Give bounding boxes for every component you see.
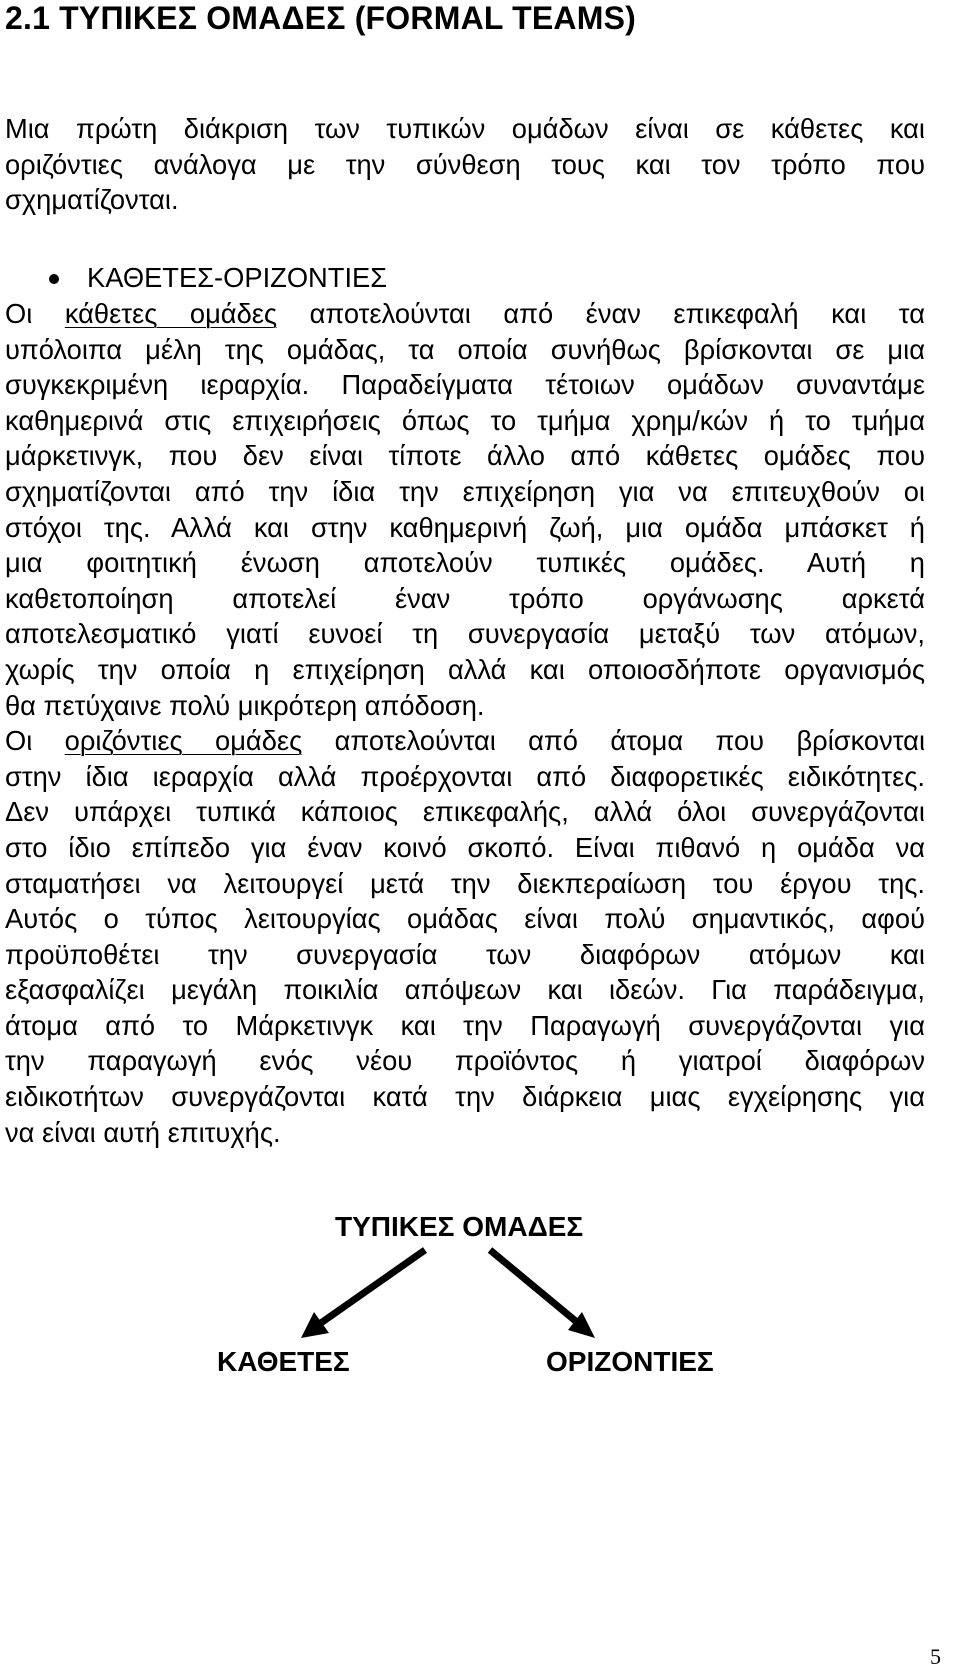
text-run: Οι — [5, 725, 65, 757]
body-line: σχηματίζονται από την ίδια την επιχείρηση για να επιτευχθούν οι — [5, 475, 925, 507]
text-run: αποτελούνται από έναν επικεφαλή και τα — [277, 298, 925, 329]
body-line: να είναι αυτή επιτυχής. — [5, 1116, 281, 1148]
body-line: μια φοιτητική ένωση αποτελούν τυπικές ομάδες. Αυτή η — [5, 547, 925, 579]
body-line: ειδικοτήτων συνεργάζονται κατά την διάρκεια μιας εγχείρησης για — [5, 1081, 925, 1113]
body-paragraph — [5, 296, 925, 1150]
body-line — [5, 723, 925, 759]
body-line: εξασφαλίζει μεγάλη ποικιλία απόψεων και ιδεών. Για παράδειγμα, — [5, 974, 925, 1006]
body-line: σταματήσει να λειτουργεί μετά την διεκπεραίωση του έργου της. — [5, 867, 925, 899]
diagram-arrows — [0, 1200, 960, 1420]
section-title: 2.1 ΤΥΠΙΚΕΣ ΟΜΑΔΕΣ (FORMAL TEAMS) — [5, 0, 636, 36]
body-line — [5, 296, 925, 332]
intro-line: Μια πρώτη διάκριση των τυπικών ομάδων είναι σε κάθετες και — [5, 113, 925, 144]
bullet-heading: ΚΑΘΕΤΕΣ-ΟΡΙΖΟΝΤΙΕΣ — [87, 262, 388, 293]
underlined-term: οριζόντιες ομάδες — [64, 725, 303, 757]
arrow-line-left — [318, 1250, 425, 1325]
body-line: Δεν υπάρχει τυπικά κάποιος επικεφαλής, αλλά όλοι συνεργάζονται — [5, 796, 925, 828]
body-line: αποτελεσματικό γιατί ευνοεί τη συνεργασία μεταξύ των ατόμων, — [5, 618, 925, 650]
intro-line: οριζόντιες ανάλογα με την σύνθεση τους και τον τρόπο που — [5, 148, 925, 180]
body-line: θα πετύχαινε πολύ μικρότερη απόδοση. — [5, 689, 485, 721]
body-line: συγκεκριμένη ιεραρχία. Παραδείγματα τέτοιων ομάδων συναντάμε — [5, 369, 925, 401]
arrow-line-right — [490, 1250, 578, 1323]
diagram-right-label: ΟΡΙΖΟΝΤΙΕΣ — [546, 1346, 714, 1377]
body-line: χωρίς την οποία η επιχείρηση αλλά και οποιοσδήποτε οργανισμός — [5, 653, 925, 685]
body-line: καθετοποίηση αποτελεί έναν τρόπο οργάνωσης αρκετά — [5, 582, 925, 614]
body-line: υπόλοιπα μέλη της ομάδας, τα οποία συνήθως βρίσκονται σε μια — [5, 333, 925, 365]
diagram-root-label: ΤΥΠΙΚΕΣ ΟΜΑΔΕΣ — [335, 1211, 584, 1242]
diagram-left-label: ΚΑΘΕΤΕΣ — [217, 1346, 350, 1377]
body-line: μάρκετινγκ, που δεν είναι τίποτε άλλο από κάθετες ομάδες που — [5, 440, 925, 472]
body-line: στην ίδια ιεραρχία αλλά προέρχονται από διαφορετικές ειδικότητες. — [5, 760, 925, 792]
body-line: Αυτός ο τύπος λειτουργίας ομάδας είναι πολύ σημαντικός, αφού — [5, 903, 925, 935]
text-run: Οι — [5, 298, 65, 329]
underlined-term: κάθετες ομάδες — [64, 298, 278, 329]
intro-line: σχηματίζονται. — [5, 184, 179, 216]
arrow-head-left-icon — [301, 1312, 329, 1338]
body-line: καθημερινά στις επιχειρήσεις όπως το τμήμα χρημ/κών ή το τμήμα — [5, 404, 925, 436]
body-line: στο ίδιο επίπεδο για έναν κοινό σκοπό. Είναι πιθανό η ομάδα να — [5, 831, 925, 863]
body-line: στόχοι της. Αλλά και στην καθημερινή ζωή, μια ομάδα μπάσκετ ή — [5, 511, 925, 543]
body-line: την παραγωγή ενός νέου προϊόντος ή γιατροί διαφόρων — [5, 1045, 925, 1077]
intro-paragraph — [5, 111, 925, 218]
team-types-diagram — [0, 1200, 960, 1420]
body-line: προϋποθέτει την συνεργασία των διαφόρων ατόμων και — [5, 938, 925, 970]
body-line: άτομα από το Μάρκετινγκ και την Παραγωγή συνεργάζονται για — [5, 1009, 925, 1041]
bullet-dot-icon — [49, 274, 59, 284]
page-number: 5 — [930, 1644, 941, 1669]
text-run: αποτελούνται από άτομα που βρίσκονται — [302, 725, 926, 757]
